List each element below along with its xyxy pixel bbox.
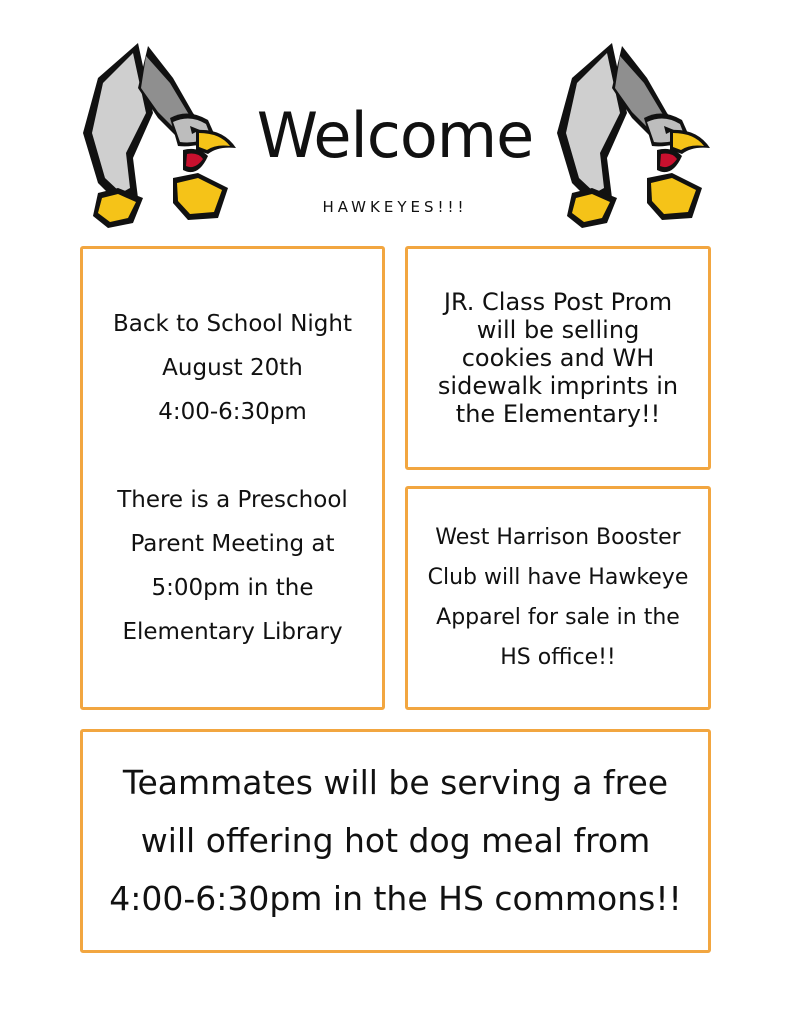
announcement-line: August 20th (162, 355, 303, 381)
booster-club-box (405, 486, 711, 710)
teammates-box (80, 729, 711, 953)
announcement-line: Elementary Library (122, 619, 343, 645)
announcement-line: West Harrison Booster (435, 525, 681, 550)
announcement-line: sidewalk imprints in (437, 372, 679, 400)
announcement-line: 4:00-6:30pm in the HS commons!! (109, 879, 682, 918)
announcement-line: cookies and WH (461, 344, 655, 372)
page-title: Welcome (256, 99, 534, 172)
announcement-line: 5:00pm in the (151, 575, 314, 601)
announcement-line: Club will have Hawkeye (427, 565, 689, 590)
hawk-mascot-icon (552, 38, 712, 233)
announcement-line: Back to School Night (112, 311, 352, 337)
announcement-line: will be selling (476, 316, 640, 344)
announcement-line: Apparel for sale in the (436, 605, 680, 630)
announcement-line: There is a Preschool (117, 487, 348, 513)
announcement-line: Parent Meeting at (130, 531, 335, 557)
hawk-mascot-icon (78, 38, 238, 233)
announcement-line: Teammates will be serving a free (122, 763, 669, 802)
announcement-line: JR. Class Post Prom (443, 288, 673, 316)
announcement-line: the Elementary!! (455, 400, 661, 428)
jr-class-box (405, 246, 711, 470)
page-subtitle: HAWKEYES!!! (322, 198, 468, 216)
announcement-line: 4:00-6:30pm (158, 399, 307, 425)
announcement-line: HS office!! (500, 645, 616, 670)
announcement-line: will offering hot dog meal from (140, 821, 651, 860)
back-to-school-box (80, 246, 385, 710)
